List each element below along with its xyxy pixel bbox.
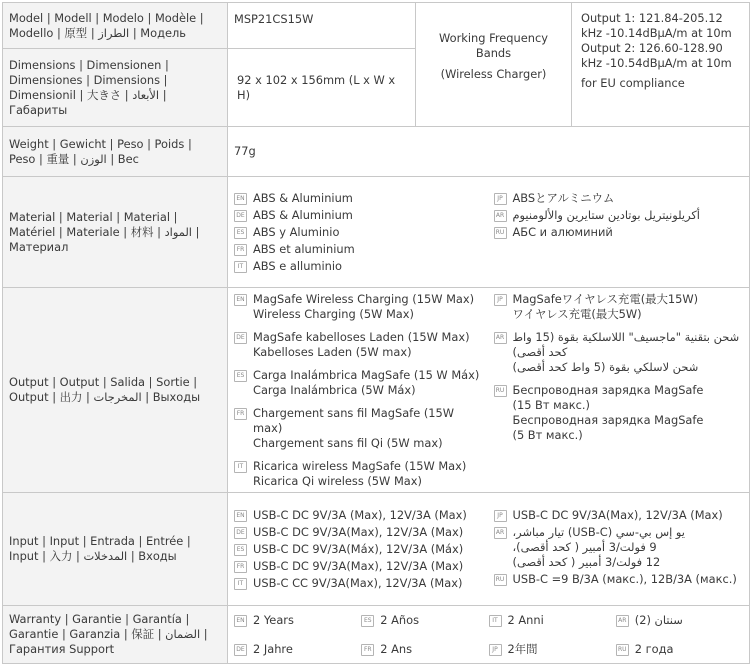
row-model	[3, 3, 750, 49]
lang-badge: EN	[234, 510, 247, 522]
spec-table	[2, 2, 750, 664]
warranty-text: 2 Years	[253, 612, 294, 627]
material-values	[228, 177, 750, 288]
frequency-bands-label: Working Frequency Bands	[439, 31, 548, 60]
output-text: شحن بتقنية "ماجسيف" اللاسلكية بقوة (15 واط كحد أقصى) شحن لاسلكي بقوة (5 واط كحد أقصى)	[512, 329, 740, 374]
material-right-col	[488, 189, 744, 276]
lang-badge: EN	[234, 193, 247, 205]
warranty-item	[361, 642, 488, 657]
input-text: يو إس بي-سي (USB-C) تيار مباشر، 9 فولت/3 أمبير ( كحد أقصى)، 12 فولت/3 أمبير ( كحد أقصى)	[512, 524, 685, 569]
output-text: MagSafeワイヤレス充電(最大15W) ワイヤレス充電(最大5W)	[512, 291, 699, 321]
warranty-text: 2 года	[634, 641, 674, 656]
warranty-text: 2年間	[507, 641, 538, 656]
input-left-col	[234, 506, 488, 593]
material-text: ABSとアルミニウム	[512, 190, 615, 205]
input-text: USB-C DC 9V/3A(Max), 12V/3A (Max)	[253, 524, 464, 539]
output-text: MagSafe Wireless Charging (15W Max) Wireless Charging (5W Max)	[253, 291, 475, 321]
lang-badge: RU	[494, 574, 507, 586]
material-item	[234, 225, 484, 240]
row-weight	[3, 127, 750, 177]
output-item	[234, 330, 484, 360]
output-text: Беспроводная зарядка MagSafe (15 Вт макс.) Беспроводная зарядка MagSafe (5 Вт макс.)	[512, 382, 704, 442]
output-item	[494, 292, 744, 322]
row-warranty	[3, 606, 750, 664]
input-values	[228, 493, 750, 606]
warranty-item	[234, 642, 361, 657]
output-text: Carga Inalámbrica MagSafe (15 W Máx) Carga Inalámbrica (5W Máx)	[253, 367, 480, 397]
material-item	[234, 242, 484, 257]
lang-badge: JP	[494, 510, 507, 522]
output-2-value: Output 2: 126.60-128.90 kHz -10.54dBμA/m at 10m	[581, 41, 732, 70]
lang-badge: JP	[494, 294, 507, 306]
input-item	[494, 525, 744, 570]
output-text: Chargement sans fil MagSafe (15W max) Chargement sans fil Qi (5W max)	[253, 405, 455, 450]
lang-badge: RU	[616, 644, 629, 656]
lang-badge: AR	[616, 615, 629, 627]
lang-badge: ES	[234, 227, 247, 239]
material-text: ABS & Aluminium	[253, 190, 353, 205]
warranty-item	[489, 642, 616, 657]
lang-badge: IT	[234, 578, 247, 590]
warranty-item	[616, 642, 743, 657]
input-item	[494, 572, 744, 587]
output-item	[234, 292, 484, 322]
material-left-col	[234, 189, 488, 276]
input-item	[234, 508, 484, 523]
lang-badge: RU	[494, 227, 507, 239]
lang-badge: IT	[234, 461, 247, 473]
input-label: Input | Input | Entrada | Entrée | Input | 入力 | المدخلات | Входы	[3, 493, 228, 606]
material-text: ABS et aluminium	[253, 241, 355, 256]
lang-badge: DE	[234, 527, 247, 539]
lang-badge: ES	[234, 544, 247, 556]
input-text: USB-C DC 9V/3A(Max), 12V/3A (Max)	[512, 507, 723, 522]
warranty-item	[616, 613, 743, 628]
material-text: أكريلونيتريل بوتادين ستايرين والألومنيوم	[512, 207, 700, 222]
material-text: ABS y Aluminio	[253, 224, 340, 239]
warranty-item	[361, 613, 488, 628]
lang-badge: DE	[234, 210, 247, 222]
input-right-col	[488, 506, 744, 593]
output-left-col	[234, 290, 488, 491]
row-material	[3, 177, 750, 288]
dimensions-value: 92 x 102 x 156mm (L x W x H)	[228, 49, 416, 127]
lang-badge: JP	[489, 644, 502, 656]
warranty-text: 2 Anni	[507, 612, 544, 627]
frequency-values-cell	[572, 3, 750, 127]
warranty-values	[228, 606, 750, 664]
input-text: USB-C DC 9V/3A (Max), 12V/3A (Max)	[253, 507, 467, 522]
warranty-text: 2 Años	[380, 612, 420, 627]
output-label: Output | Output | Salida | Sortie | Output | 出力 | المخرجات | Выходы	[3, 288, 228, 493]
lang-badge: AR	[494, 527, 507, 539]
lang-badge: FR	[234, 408, 247, 420]
material-item	[494, 191, 744, 206]
lang-badge: EN	[234, 615, 247, 627]
lang-badge: FR	[234, 244, 247, 256]
weight-value: 77g	[228, 127, 750, 177]
input-text: USB-C =9 В/3А (макс.), 12В/3А (макс.)	[512, 571, 737, 586]
warranty-item	[234, 613, 361, 628]
model-value: MSP21CS15W	[228, 3, 416, 49]
lang-badge: IT	[234, 261, 247, 273]
lang-badge: RU	[494, 385, 507, 397]
output-item	[234, 368, 484, 398]
input-item	[234, 525, 484, 540]
output-values	[228, 288, 750, 493]
material-label: Material | Material | Material | Matériel | Materiale | 材料 | المواد | Материал	[3, 177, 228, 288]
input-text: USB-C DC 9V/3A(Max), 12V/3A (Max)	[253, 558, 464, 573]
frequency-bands-sub: (Wireless Charger)	[440, 67, 547, 81]
lang-badge: JP	[494, 193, 507, 205]
eu-compliance-note: for EU compliance	[581, 76, 685, 90]
frequency-bands-cell	[416, 3, 572, 127]
model-label: Model | Modell | Modelo | Modèle | Modello | 原型 | الطراز | Модель	[3, 3, 228, 49]
warranty-label: Warranty | Garantie | Garantía | Garantie | Garanzia | 保証 | الضمان | Гарантия Support	[3, 606, 228, 664]
input-text: USB-C CC 9V/3A(Max), 12V/3A (Max)	[253, 575, 463, 590]
lang-badge: ES	[234, 370, 247, 382]
lang-badge: AR	[494, 210, 507, 222]
lang-badge: FR	[234, 561, 247, 573]
lang-badge: FR	[361, 644, 374, 656]
row-output	[3, 288, 750, 493]
material-item	[234, 259, 484, 274]
input-item	[494, 508, 744, 523]
output-1-value: Output 1: 121.84-205.12 kHz -10.14dBμA/m at 10m	[581, 11, 732, 40]
output-item	[234, 406, 484, 451]
lang-badge: EN	[234, 294, 247, 306]
lang-badge: DE	[234, 644, 247, 656]
output-item	[234, 459, 484, 489]
output-right-col	[488, 290, 744, 491]
material-text: ABS & Aluminium	[253, 207, 353, 222]
warranty-text: سنتان (2)	[634, 612, 683, 627]
lang-badge: IT	[489, 615, 502, 627]
material-item	[234, 208, 484, 223]
output-text: MagSafe kabelloses Laden (15W Max) Kabelloses Laden (5W max)	[253, 329, 470, 359]
material-item	[494, 225, 744, 240]
output-text: Ricarica wireless MagSafe (15W Max) Ricarica Qi wireless (5W Max)	[253, 458, 467, 488]
material-text: ABS e alluminio	[253, 258, 343, 273]
weight-label: Weight | Gewicht | Peso | Poids | Peso | 重量 | الوزن | Вес	[3, 127, 228, 177]
input-text: USB-C DC 9V/3A(Máx), 12V/3A (Máx)	[253, 541, 464, 556]
warranty-text: 2 Jahre	[253, 641, 293, 656]
material-item	[494, 208, 744, 223]
material-text: АБС и алюминий	[512, 224, 613, 239]
output-item	[494, 383, 744, 443]
warranty-item	[489, 613, 616, 628]
material-item	[234, 191, 484, 206]
input-item	[234, 542, 484, 557]
output-item	[494, 330, 744, 375]
input-item	[234, 576, 484, 591]
lang-badge: ES	[361, 615, 374, 627]
row-input	[3, 493, 750, 606]
dimensions-label: Dimensions | Dimensionen | Dimensiones | Dimensions | Dimensionil | 大きさ | الأبعاد | Габариты	[3, 49, 228, 127]
warranty-text: 2 Ans	[380, 641, 413, 656]
lang-badge: AR	[494, 332, 507, 344]
lang-badge: DE	[234, 332, 247, 344]
input-item	[234, 559, 484, 574]
